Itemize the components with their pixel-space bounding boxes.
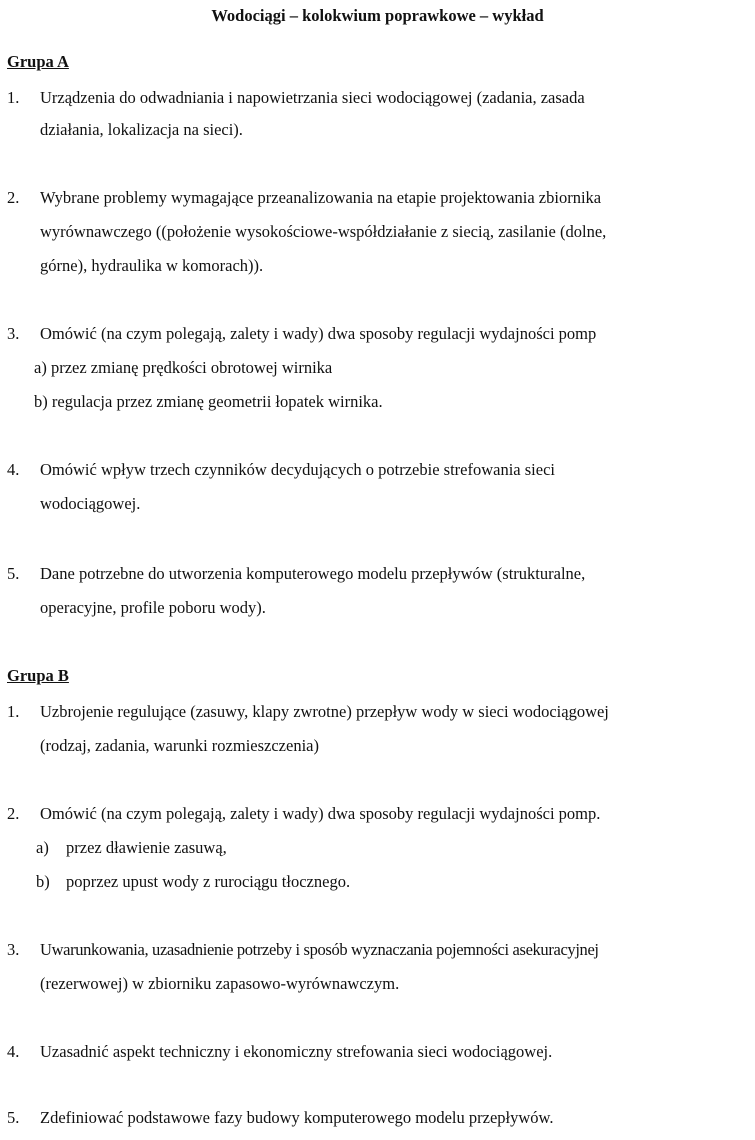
question-number: 4. [7, 1042, 20, 1061]
question-text-line: Wybrane problemy wymagające przeanalizowania na etapie projektowania zbiornika [40, 188, 602, 207]
question-number: 3. [7, 940, 20, 959]
question-text-line: Omówić (na czym polegają, zalety i wady) dwa sposoby regulacji wydajności pomp [40, 324, 597, 343]
document-title: Wodociągi – kolokwium poprawkowe – wykład [211, 6, 544, 25]
question-text-line: Zdefiniować podstawowe fazy budowy komputerowego modelu przepływów. [40, 1108, 554, 1127]
sub-item-label: b) [36, 872, 50, 891]
question-number: 5. [7, 1108, 20, 1127]
sub-item-text: poprzez upust wody z rurociągu tłocznego. [66, 872, 351, 891]
question-number: 2. [7, 188, 20, 207]
question-text-line: Uzbrojenie regulujące (zasuwy, klapy zwrotne) przepływ wody w sieci wodociągowej [40, 702, 609, 721]
question-text-line: (rodzaj, zadania, warunki rozmieszczenia) [40, 736, 319, 755]
sub-item-label: a) [36, 838, 49, 857]
question-number: 5. [7, 564, 20, 583]
question-text-line: wyrównawczego ((położenie wysokościowe-współdziałanie z siecią, zasilanie (dolne, [40, 222, 607, 241]
question-text-line: (rezerwowej) w zbiorniku zapasowo-wyrównawczym. [40, 974, 400, 993]
question-sub-item: b) regulacja przez zmianę geometrii łopatek wirnika. [34, 392, 383, 411]
question-number: 1. [7, 702, 20, 721]
question-text-line: Uzasadnić aspekt techniczny i ekonomiczny strefowania sieci wodociągowej. [40, 1042, 553, 1061]
question-text-line: Dane potrzebne do utworzenia komputerowego modelu przepływów (strukturalne, [40, 564, 586, 583]
group-a-heading: Grupa A [7, 52, 69, 71]
question-number: 4. [7, 460, 20, 479]
question-text-line: Omówić (na czym polegają, zalety i wady) dwa sposoby regulacji wydajności pomp. [40, 804, 601, 823]
question-text-line: operacyjne, profile poboru wody). [40, 598, 266, 617]
question-text-line: działania, lokalizacja na sieci). [40, 120, 243, 139]
question-text-line: Uwarunkowania, uzasadnienie potrzeby i sposób wyznaczania pojemności asekuracyjnej [40, 940, 599, 959]
question-number: 3. [7, 324, 20, 343]
question-sub-item: a) przez zmianę prędkości obrotowej wirnika [34, 358, 333, 377]
question-text-line: Omówić wpływ trzech czynników decydujących o potrzebie strefowania sieci [40, 460, 555, 479]
question-text-line: górne), hydraulika w komorach)). [40, 256, 264, 275]
question-number: 2. [7, 804, 20, 823]
question-text-line: Urządzenia do odwadniania i napowietrzania sieci wodociągowej (zadania, zasada [40, 88, 585, 107]
group-b-heading: Grupa B [7, 666, 69, 685]
question-text-line: wodociągowej. [40, 494, 141, 513]
question-number: 1. [7, 88, 20, 107]
sub-item-text: przez dławienie zasuwą, [66, 838, 227, 857]
